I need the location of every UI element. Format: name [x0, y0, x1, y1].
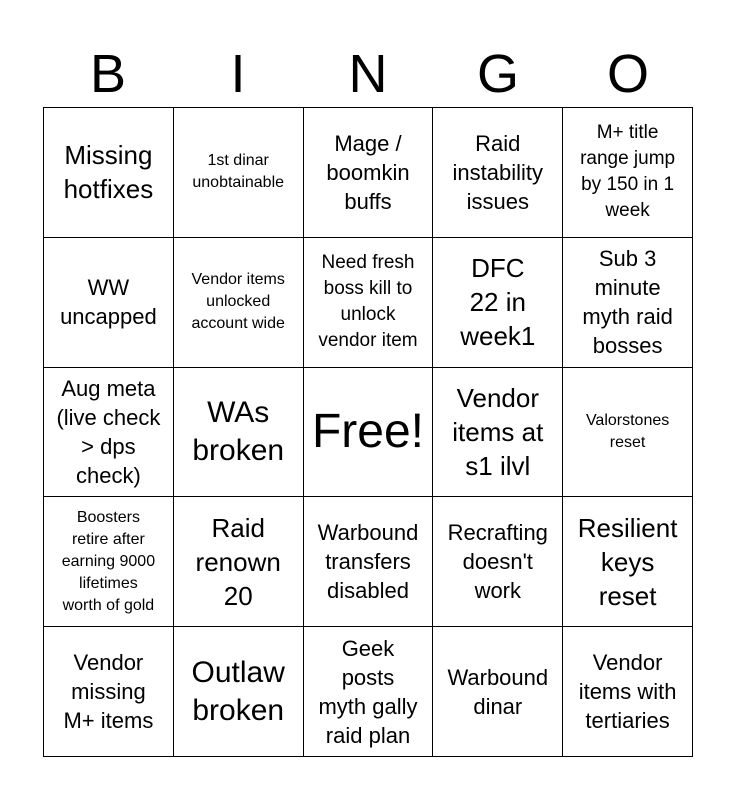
bingo-cell-o3[interactable]	[563, 368, 693, 498]
bingo-cell-g4[interactable]	[433, 497, 563, 627]
cell-text: Boosters retire after earning 9000 lifetimes worth of gold	[61, 508, 156, 614]
bingo-cell-o2[interactable]	[563, 238, 693, 368]
bingo-grid	[43, 107, 693, 757]
bingo-cell-b3[interactable]	[44, 368, 174, 498]
bingo-cell-n1[interactable]	[304, 108, 434, 238]
cell-text: Raid instability issues	[452, 130, 544, 214]
bingo-header	[43, 42, 693, 106]
bingo-cell-g3[interactable]	[433, 368, 563, 498]
cell-text: Vendor items at s1 ilvl	[452, 382, 544, 481]
cell-text: DFC 22 in week1	[460, 253, 536, 352]
cell-text: Vendor items with tertiaries	[578, 650, 677, 734]
bingo-cell-n5[interactable]	[304, 627, 434, 757]
cell-text: WW uncapped	[60, 275, 157, 330]
cell-text: Recrafting doesn't work	[447, 520, 548, 604]
bingo-cell-o1[interactable]	[563, 108, 693, 238]
header-letter-b: B	[89, 44, 127, 104]
bingo-cell-b4[interactable]	[44, 497, 174, 627]
bingo-cell-i5[interactable]	[174, 627, 304, 757]
bingo-cell-b2[interactable]	[44, 238, 174, 368]
cell-text: Mage / boomkin buffs	[326, 130, 410, 214]
bingo-cell-o4[interactable]	[563, 497, 693, 627]
cell-text: Outlaw broken	[191, 655, 285, 727]
cell-text: Aug meta (live check > dps check)	[56, 375, 161, 488]
cell-text: Vendor items unlocked account wide	[191, 271, 285, 333]
bingo-cell-b1[interactable]	[44, 108, 174, 238]
bingo-cell-free[interactable]	[304, 368, 434, 498]
bingo-cell-g5[interactable]	[433, 627, 563, 757]
cell-text: Raid renown 20	[195, 512, 281, 611]
header-letter-o: O	[606, 44, 649, 104]
bingo-cell-i2[interactable]	[174, 238, 304, 368]
cell-text: 1st dinar unobtainable	[192, 152, 285, 192]
bingo-cell-n2[interactable]	[304, 238, 434, 368]
cell-text: Geek posts myth gally raid plan	[318, 635, 418, 748]
header-letter-i: I	[230, 44, 246, 104]
cell-text: M+ title range jump by 150 in 1 week	[580, 122, 676, 222]
cell-text: Missing hotfixes	[63, 140, 154, 205]
bingo-cell-o5[interactable]	[563, 627, 693, 757]
cell-text: Vendor missing M+ items	[63, 650, 154, 734]
cell-text: Sub 3 minute myth raid bosses	[582, 246, 673, 359]
bingo-cell-i1[interactable]	[174, 108, 304, 238]
header-letter-g: G	[476, 44, 519, 104]
cell-text: WAs broken	[192, 395, 285, 467]
cell-text: Warbound dinar	[447, 664, 549, 719]
bingo-cell-i3[interactable]	[174, 368, 304, 498]
cell-text: Warbound transfers disabled	[317, 520, 419, 604]
cell-text: Free!	[311, 404, 424, 458]
cell-text: Valorstones reset	[585, 411, 670, 451]
bingo-cell-i4[interactable]	[174, 497, 304, 627]
bingo-cell-g2[interactable]	[433, 238, 563, 368]
cell-text: Need fresh boss kill to unlock vendor item	[318, 252, 418, 352]
cell-text: Resilient keys reset	[577, 512, 678, 611]
bingo-cell-n4[interactable]	[304, 497, 434, 627]
bingo-cell-g1[interactable]	[433, 108, 563, 238]
header-letter-n: N	[348, 44, 388, 104]
bingo-cell-b5[interactable]	[44, 627, 174, 757]
